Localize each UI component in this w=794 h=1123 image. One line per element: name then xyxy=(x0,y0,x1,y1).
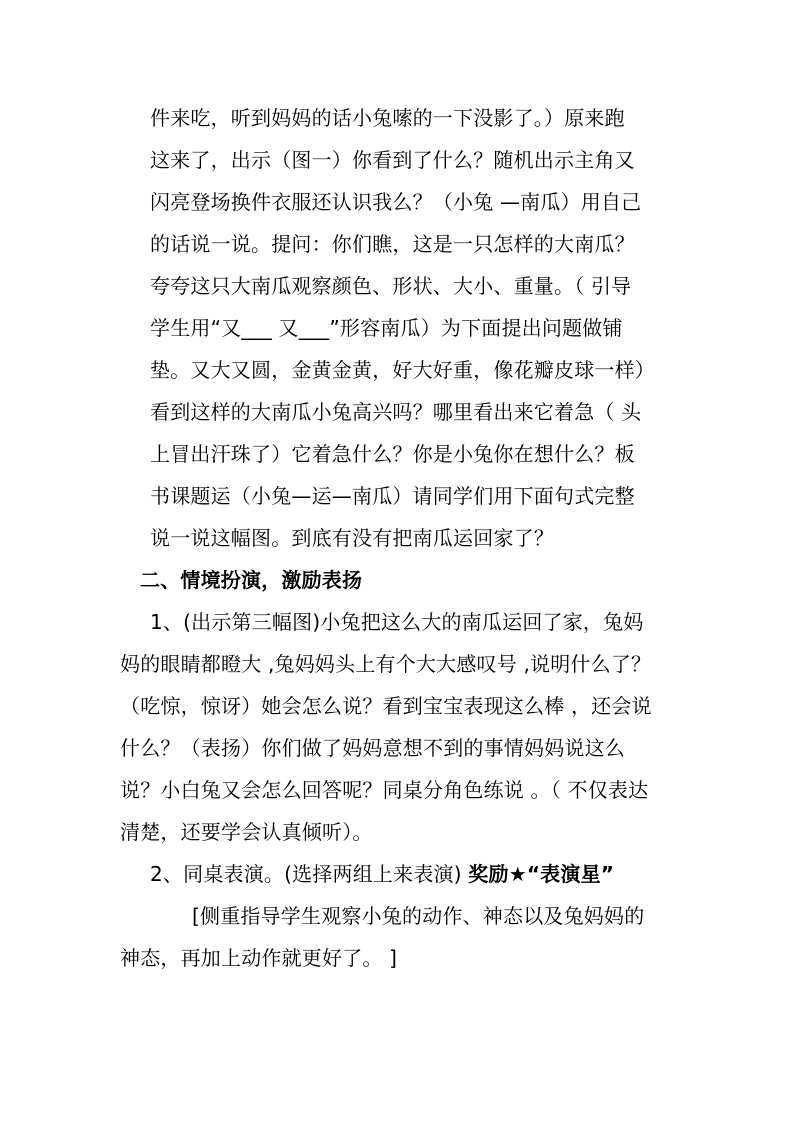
section-heading: 二、情境扮演，激励表扬 xyxy=(140,568,363,592)
paragraph-line: 看到这样的大南瓜小兔高兴吗？哪里看出来它着急（ 头 xyxy=(150,400,642,424)
paragraph-line: 闪亮登场换件衣服还认识我么？（小兔 —南瓜）用自己 xyxy=(150,190,642,214)
paragraph-line: 垫。又大又圆，金黄金黄，好大好重，像花瓣皮球一样） xyxy=(150,358,655,382)
paragraph-line: 说？小白兔又会怎么回答呢？同桌分角色练说 。（ 不仅表达 xyxy=(120,778,649,802)
paragraph-line: 夸夸这只大南瓜观察颜色、形状、大小、重量。（ 引导 xyxy=(150,274,632,298)
paragraph-line: 清楚，还要学会认真倾听）。 xyxy=(120,820,373,844)
paragraph-line: 这来了，出示（图一）你看到了什么？随机出示主角又 xyxy=(150,148,635,172)
paragraph-line: 妈的眼睛都瞪大 ,兔妈妈头上有个大大感叹号 ,说明什么了？ xyxy=(120,652,652,676)
paragraph-line: 的话说一说。提问：你们瞧，这是一只怎样的大南瓜？ xyxy=(150,232,635,256)
list-item-2 xyxy=(150,861,614,887)
list-item-2-text: 2、同桌表演。(选择两组上来表演) xyxy=(150,862,469,886)
paragraph-line: 书课题运（小兔—运—南瓜）请同学们用下面句式完整 xyxy=(150,484,635,508)
paragraph-line: 件来吃，听到妈妈的话小兔嗦的一下没影了。）原来跑 xyxy=(150,106,625,130)
paragraph-line: 上冒出汗珠了）它着急什么？你是小兔你在想什么？板 xyxy=(150,442,635,466)
paragraph-line: 什么？（表扬）你们做了妈妈意想不到的事情妈妈说这么 xyxy=(120,736,625,760)
note-line: [侧重指导学生观察小兔的动作、神态以及兔妈妈的 xyxy=(192,904,645,928)
paragraph-line: 1、(出示第三幅图)小兔把这么大的南瓜运回了家，兔妈 xyxy=(150,610,644,634)
award-label: 奖励★“表演星” xyxy=(468,862,615,886)
paragraph-line: 说一说这幅图。到底有没有把南瓜运回家了？ xyxy=(150,526,554,550)
note-line: 神态，再加上动作就更好了。 ] xyxy=(120,946,398,970)
paragraph-line: （吃惊，惊讶）她会怎么说？看到宝宝表现这么棒 ，还会说 xyxy=(120,694,652,718)
paragraph-line: 学生用“又___ 又___”形容南瓜）为下面提出问题做铺 xyxy=(150,316,623,340)
